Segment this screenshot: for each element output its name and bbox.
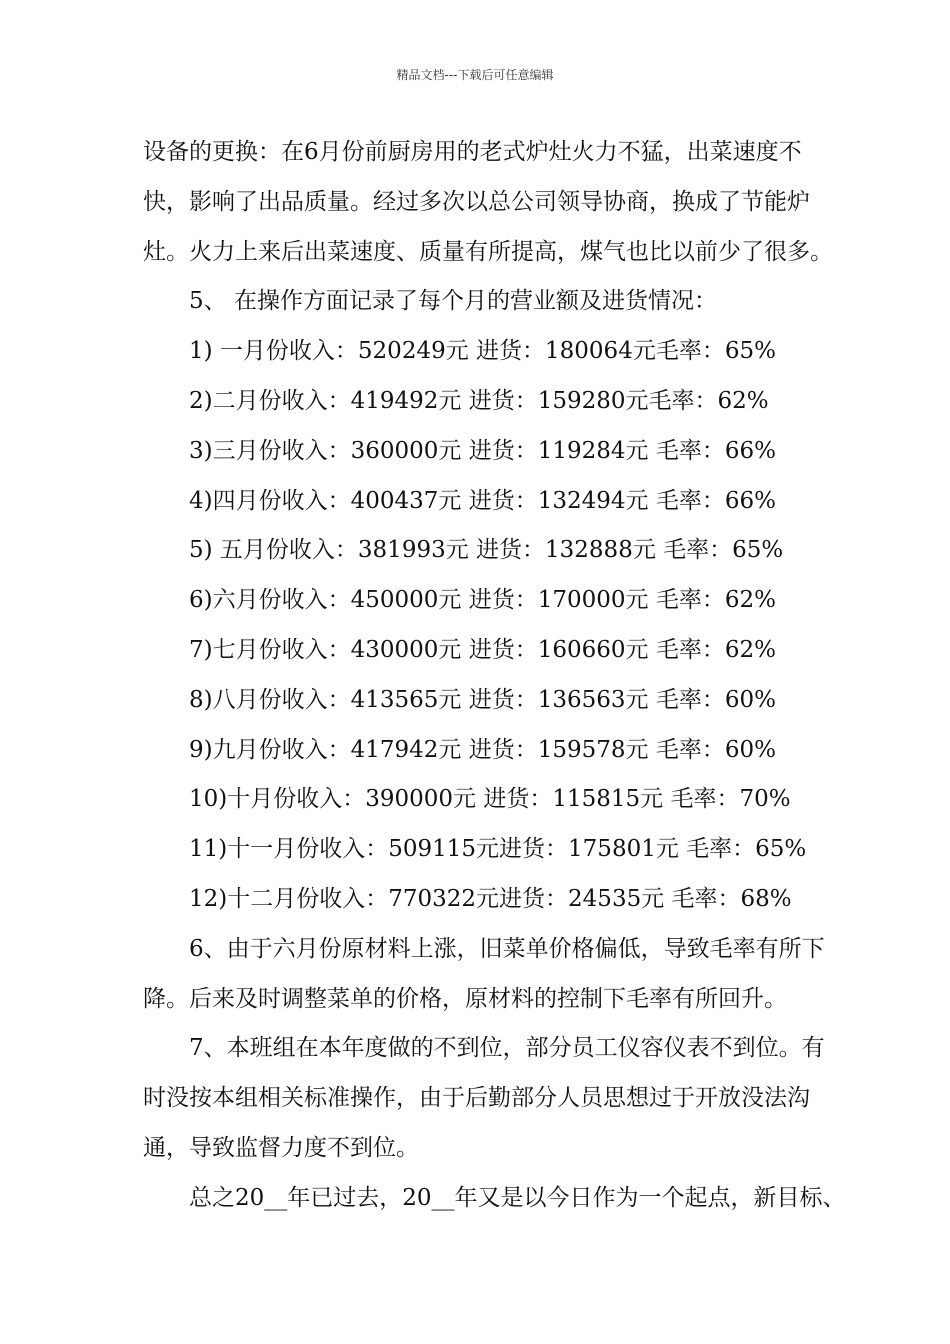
paragraph-line: 时没按本组相关标准操作，由于后勤部分人员思想过于开放没法沟 <box>143 1085 810 1112</box>
paragraph-line: 总之20__年已过去，20__年又是以今日作为一个起点，新目标、 <box>189 1184 846 1211</box>
month-record: 10)十月份收入：390000元 进货：115815元 毛率：70% <box>189 786 791 813</box>
month-record: 3)三月份收入：360000元 进货：119284元 毛率：66% <box>189 437 776 464</box>
month-record: 7)七月份收入：430000元 进货：160660元 毛率：62% <box>189 636 776 663</box>
month-record: 1) 一月份收入：520249元 进货：180064元毛率：65% <box>189 338 776 365</box>
month-record: 12)十二月份收入：770322元进货：24535元 毛率：68% <box>189 885 792 912</box>
paragraph-line: 设备的更换：在6月份前厨房用的老式炉灶火力不猛，出菜速度不 <box>143 139 802 165</box>
month-record: 6)六月份收入：450000元 进货：170000元 毛率：62% <box>189 587 776 614</box>
paragraph-line: 通，导致监督力度不到位。 <box>143 1134 419 1161</box>
paragraph-line: 灶。火力上来后出菜速度、质量有所提高，煤气也比以前少了很多。 <box>143 238 833 265</box>
paragraph-line: 7、本班组在本年度做的不到位，部分员工仪容仪表不到位。有 <box>189 1035 825 1062</box>
body-text <box>143 128 846 1224</box>
month-record: 2)二月份收入：419492元 进货：159280元毛率：62% <box>189 387 769 414</box>
month-record: 9)九月份收入：417942元 进货：159578元 毛率：60% <box>189 736 776 763</box>
section-heading: 5、 在操作方面记录了每个月的营业额及进货情况： <box>189 288 717 315</box>
page-header: 精品文档---下载后可任意编辑 <box>396 68 554 82</box>
paragraph-line: 降。后来及时调整菜单的价格，原材料的控制下毛率有所回升。 <box>143 985 787 1012</box>
paragraph-line: 快，影响了出品质量。经过多次以总公司领导协商，换成了节能炉 <box>143 188 810 215</box>
paragraph-line: 6、由于六月份原材料上涨，旧菜单价格偏低，导致毛率有所下 <box>189 935 825 962</box>
month-record: 11)十一月份收入：509115元进货：175801元 毛率：65% <box>189 836 807 863</box>
month-record: 8)八月份收入：413565元 进货：136563元 毛率：60% <box>189 686 776 713</box>
month-record: 4)四月份收入：400437元 进货：132494元 毛率：66% <box>189 487 776 514</box>
month-record: 5) 五月份收入：381993元 进货：132888元 毛率：65% <box>189 537 784 564</box>
